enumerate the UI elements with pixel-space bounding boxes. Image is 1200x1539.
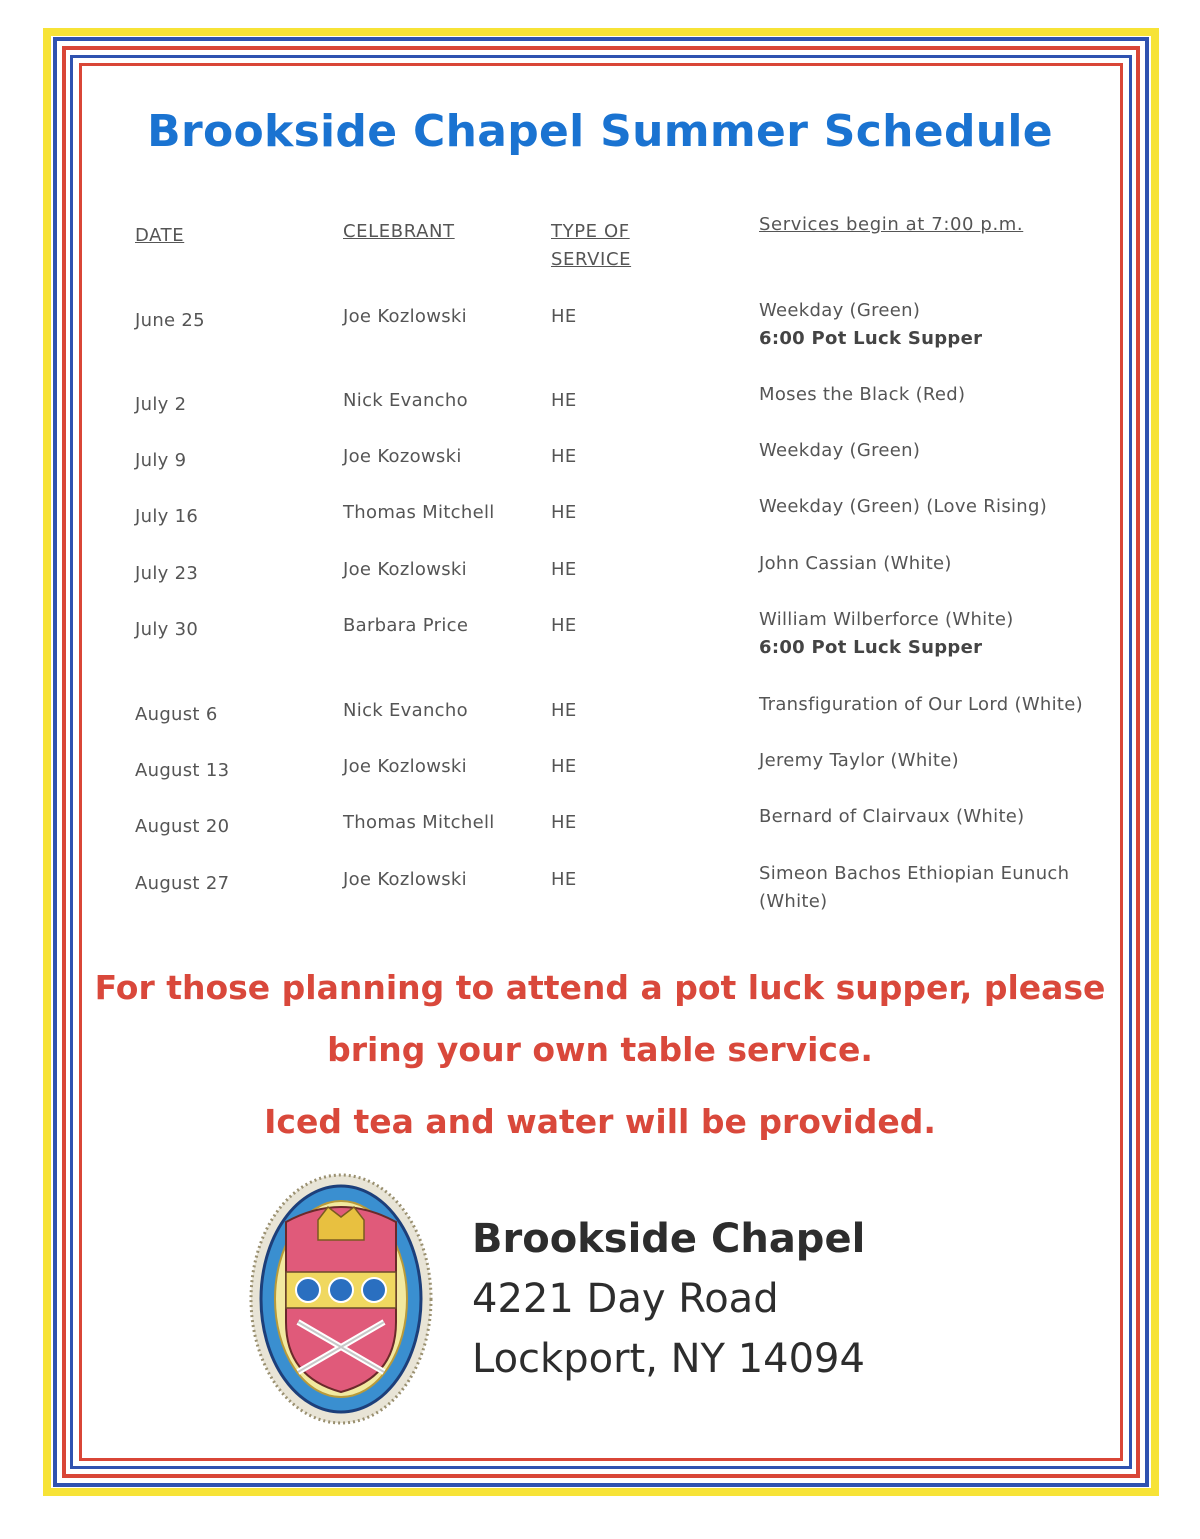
header-celebrant: CELEBRANT xyxy=(343,221,455,242)
row-date: July 30 xyxy=(135,619,199,640)
row-type: HE xyxy=(551,869,577,890)
row-service xyxy=(759,606,1099,662)
header-date: DATE xyxy=(135,225,185,246)
row-date: July 2 xyxy=(135,394,187,415)
row-type: HE xyxy=(551,615,577,636)
row-celebrant: Thomas Mitchell xyxy=(343,812,495,833)
header-type: TYPE OF SERVICE xyxy=(551,221,632,270)
notice-line-1: For those planning to attend a pot luck supper, please xyxy=(94,968,1106,1007)
row-celebrant: Joe Kozowski xyxy=(343,446,462,467)
row-type: HE xyxy=(551,812,577,833)
row-date: July 16 xyxy=(135,506,199,527)
row-service xyxy=(759,550,1099,578)
row-celebrant: Joe Kozlowski xyxy=(343,559,467,580)
row-celebrant: Joe Kozlowski xyxy=(343,869,467,890)
row-type: HE xyxy=(551,700,577,721)
row-service xyxy=(759,747,1099,775)
row-service-text: Simeon Bachos Ethiopian Eunuch (White) xyxy=(759,863,1070,912)
row-service-text: John Cassian (White) xyxy=(759,553,952,574)
row-celebrant: Thomas Mitchell xyxy=(343,502,495,523)
row-date: August 6 xyxy=(135,704,218,725)
row-date: July 23 xyxy=(135,563,199,584)
row-service xyxy=(759,493,1099,521)
header-services: Services begin at 7:00 p.m. xyxy=(759,214,1024,235)
row-type: HE xyxy=(551,559,577,580)
row-service-text: Weekday (Green) (Love Rising) xyxy=(759,496,1048,517)
chapel-name: Brookside Chapel xyxy=(472,1216,866,1262)
row-type: HE xyxy=(551,306,577,327)
notice-line-3: Iced tea and water will be provided. xyxy=(264,1102,936,1141)
row-type: HE xyxy=(551,756,577,777)
row-service-text: Transfiguration of Our Lord (White) xyxy=(759,694,1083,715)
row-date: July 9 xyxy=(135,450,187,471)
row-service xyxy=(759,437,1099,465)
row-service-text: William Wilberforce (White) xyxy=(759,609,1014,630)
row-type: HE xyxy=(551,502,577,523)
row-type: HE xyxy=(551,446,577,467)
row-note: 6:00 Pot Luck Supper xyxy=(759,637,983,658)
row-celebrant: Barbara Price xyxy=(343,615,469,636)
row-date: August 20 xyxy=(135,816,230,837)
row-service xyxy=(759,381,1099,409)
chapel-city: Lockport, NY 14094 xyxy=(472,1336,865,1382)
row-celebrant: Nick Evancho xyxy=(343,700,468,721)
row-date: June 25 xyxy=(135,310,205,331)
row-date: August 13 xyxy=(135,760,230,781)
row-service-text: Weekday (Green) xyxy=(759,300,921,321)
row-note: 6:00 Pot Luck Supper xyxy=(759,328,983,349)
row-service xyxy=(759,803,1099,831)
row-service-text: Bernard of Clairvaux (White) xyxy=(759,806,1025,827)
row-date: August 27 xyxy=(135,873,230,894)
row-celebrant: Nick Evancho xyxy=(343,390,468,411)
episcopal-seal-icon xyxy=(248,1172,434,1426)
row-celebrant: Joe Kozlowski xyxy=(343,306,467,327)
row-service-text: Weekday (Green) xyxy=(759,440,921,461)
row-service xyxy=(759,297,1099,353)
row-service xyxy=(759,691,1099,719)
chapel-street: 4221 Day Road xyxy=(472,1276,779,1322)
row-celebrant: Joe Kozlowski xyxy=(343,756,467,777)
page-title: Brookside Chapel Summer Schedule xyxy=(147,106,1053,157)
row-service-text: Jeremy Taylor (White) xyxy=(759,750,959,771)
row-service-text: Moses the Black (Red) xyxy=(759,384,966,405)
row-type: HE xyxy=(551,390,577,411)
notice-line-2: bring your own table service. xyxy=(327,1030,873,1069)
row-service xyxy=(759,860,1079,916)
